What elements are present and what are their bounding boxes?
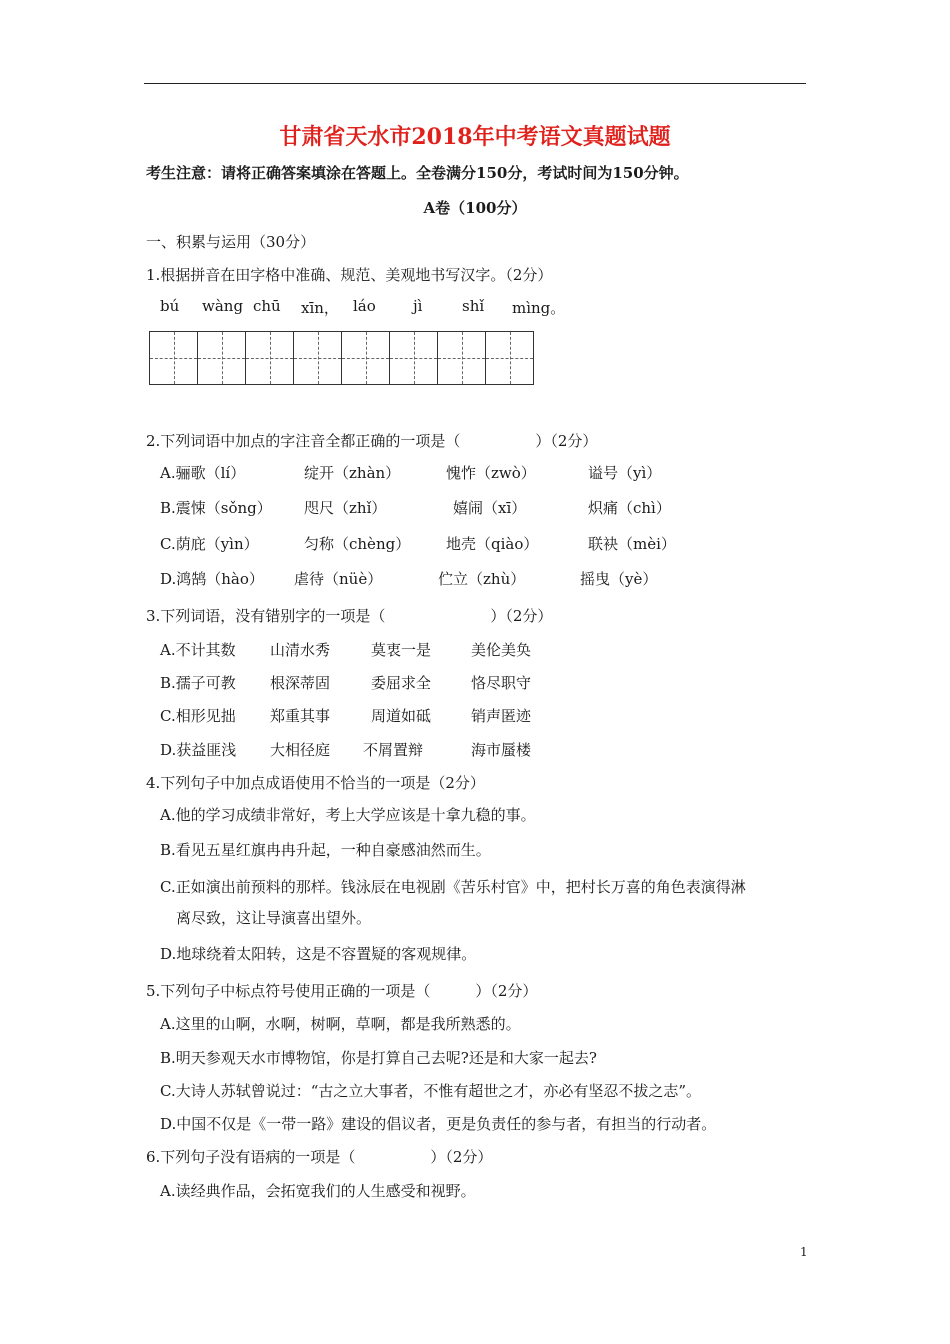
grid-cell[interactable]	[438, 332, 486, 384]
option-item: 咫尺（zhǐ）	[304, 499, 387, 517]
q6-option-a: A.读经典作品，会拓宽我们的人生感受和视野。	[160, 1182, 476, 1200]
q4-option-b: B.看见五星红旗冉冉升起，一种自豪感油然而生。	[160, 841, 491, 859]
grid-cell[interactable]	[294, 332, 342, 384]
option-item: 大相径庭	[270, 741, 331, 759]
option-item: 不屑置辩	[363, 741, 424, 759]
option-item: 谥号（yì）	[588, 464, 662, 482]
option-item: 委屈求全	[371, 674, 432, 692]
header-rule	[144, 83, 806, 84]
tian-zi-grid[interactable]	[149, 331, 534, 385]
q4-option-d: D.地球绕着太阳转，这是不容置疑的客观规律。	[160, 945, 477, 963]
option-item: A.骊歌（lí）	[160, 464, 246, 482]
option-item: 愧怍（zwò）	[446, 464, 536, 482]
option-item: 匀称（chèng）	[304, 535, 411, 553]
option-item: B.震悚（sǒng）	[160, 499, 272, 517]
option-item: 伫立（zhù）	[438, 570, 526, 588]
option-item: 联袂（mèi）	[588, 535, 676, 553]
q2-stem: 2.下列词语中加点的字注音全都正确的一项是（ ）（2分）	[146, 432, 598, 450]
q4-stem: 4.下列句子中加点成语使用不恰当的一项是（2分）	[146, 774, 485, 792]
q1-stem: 1.根据拼音在田字格中准确、规范、美观地书写汉字。（2分）	[146, 266, 553, 284]
q5-option-d: D.中国不仅是《一带一路》建设的倡议者，更是负责任的参与者，有担当的行动者。	[160, 1115, 717, 1133]
option-item: 美伦美奂	[471, 641, 532, 659]
grid-cell[interactable]	[246, 332, 294, 384]
volume-heading: A卷（100分）	[423, 199, 527, 217]
grid-cell[interactable]	[390, 332, 438, 384]
option-item: 绽开（zhàn）	[304, 464, 401, 482]
option-item: 郑重其事	[270, 707, 331, 725]
pinyin-syllable: shǐ	[462, 297, 485, 315]
option-item: B.孺子可教	[160, 674, 236, 692]
pinyin-syllable: bú	[160, 297, 180, 315]
q5-option-b: B.明天参观天水市博物馆，你是打算自己去呢?还是和大家一起去?	[160, 1049, 597, 1067]
q5-option-c: C.大诗人苏轼曾说过：“古之立大事者，不惟有超世之才，亦必有坚忍不拔之志”。	[160, 1082, 702, 1100]
grid-cell[interactable]	[486, 332, 533, 384]
option-item: 周道如砥	[371, 707, 432, 725]
option-item: 炽痛（chì）	[588, 499, 671, 517]
pinyin-syllable: chū	[253, 297, 281, 315]
q4-option-c-line2: 离尽致，这让导演喜出望外。	[176, 909, 372, 927]
option-item: C.荫庇（yìn）	[160, 535, 259, 553]
option-item: 莫衷一是	[371, 641, 432, 659]
pinyin-syllable: mìng。	[512, 299, 566, 317]
option-item: 恪尽职守	[471, 674, 532, 692]
q5-option-a: A.这里的山啊，水啊，树啊，草啊，都是我所熟悉的。	[160, 1015, 521, 1033]
option-item: 海市蜃楼	[471, 741, 532, 759]
grid-cell[interactable]	[198, 332, 246, 384]
q5-stem: 5.下列句子中标点符号使用正确的一项是（ ）（2分）	[146, 982, 538, 1000]
q4-option-c-line1: C.正如演出前预料的那样。钱泳辰在电视剧《苦乐村官》中，把村长万喜的角色表演得淋	[160, 878, 746, 896]
option-item: 虐待（nüè）	[294, 570, 383, 588]
page-title: 甘肃省天水市2018年中考语文真题试题	[279, 124, 671, 150]
q3-stem: 3.下列词语，没有错别字的一项是（ ）（2分）	[146, 607, 553, 625]
option-item: 销声匿迹	[471, 707, 532, 725]
option-item: 摇曳（yè）	[580, 570, 658, 588]
grid-cell[interactable]	[342, 332, 390, 384]
option-item: 根深蒂固	[270, 674, 331, 692]
pinyin-syllable: xīn，	[301, 299, 339, 317]
option-item: 嬉闹（xī）	[453, 499, 527, 517]
pinyin-syllable: jì	[413, 297, 423, 315]
option-item: D.获益匪浅	[160, 741, 237, 759]
q4-option-a: A.他的学习成绩非常好，考上大学应该是十拿九稳的事。	[160, 806, 536, 824]
option-item: 山清水秀	[270, 641, 331, 659]
option-item: 地壳（qiào）	[446, 535, 539, 553]
option-item: A.不计其数	[160, 641, 236, 659]
exam-notice: 考生注意：请将正确答案填涂在答题上。全卷满分150分，考试时间为150分钟。	[146, 164, 689, 182]
pinyin-syllable: wàng	[202, 297, 244, 315]
pinyin-syllable: láo	[353, 297, 376, 315]
option-item: C.相形见拙	[160, 707, 236, 725]
option-item: D.鸿鹄（hào）	[160, 570, 264, 588]
grid-cell[interactable]	[150, 332, 198, 384]
page-number: 1	[800, 1245, 808, 1259]
q6-stem: 6.下列句子没有语病的一项是（ ）（2分）	[146, 1148, 493, 1166]
section-heading: 一、积累与运用（30分）	[146, 233, 316, 251]
